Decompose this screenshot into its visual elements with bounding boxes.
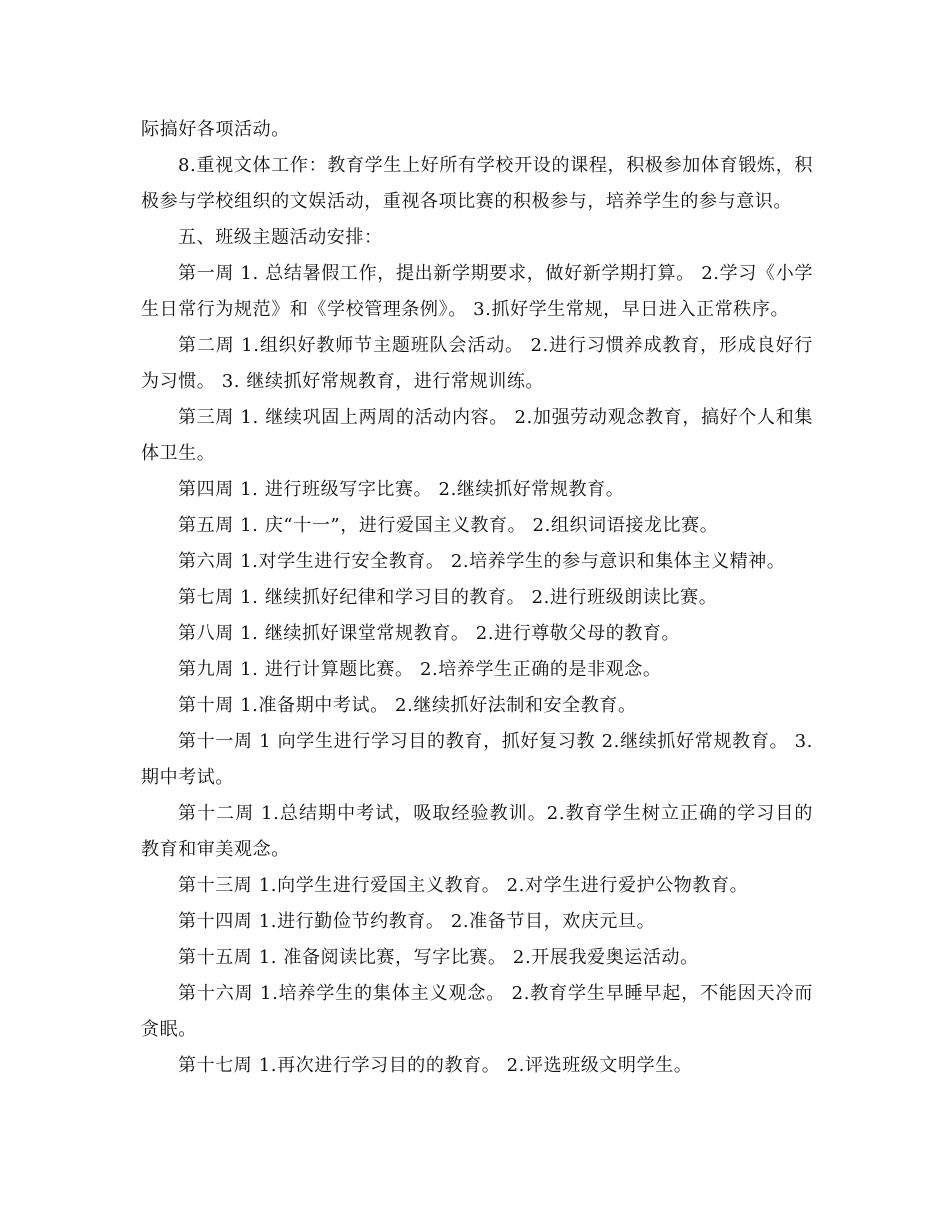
week-11: 第十一周 1 向学生进行学习目的教育，抓好复习教 2.继续抓好常规教育。 3.期中考试。 xyxy=(141,731,813,788)
week-9: 第九周 1. 进行计算题比赛。 2.培养学生正确的是非观念。 xyxy=(178,659,662,680)
section-heading: 五、班级主题活动安排： xyxy=(178,227,383,248)
week-3: 第三周 1. 继续巩固上两周的活动内容。 2.加强劳动观念教育，搞好个人和集体卫生。 xyxy=(141,407,813,464)
week-7: 第七周 1. 继续抓好纪律和学习目的教育。 2.进行班级朗读比赛。 xyxy=(178,587,718,608)
week-5: 第五周 1. 庆“十一”，进行爱国主义教育。 2.组织词语接龙比赛。 xyxy=(178,515,719,536)
week-4: 第四周 1. 进行班级写字比赛。 2.继续抓好常规教育。 xyxy=(178,479,625,500)
document-body xyxy=(141,112,813,1084)
week-14: 第十四周 1.进行勤俭节约教育。 2.准备节目，欢庆元旦。 xyxy=(178,911,656,932)
week-17: 第十七周 1.再次进行学习目的的教育。 2.评选班级文明学生。 xyxy=(178,1055,693,1076)
week-8: 第八周 1. 继续抓好课堂常规教育。 2.进行尊敬父母的教育。 xyxy=(178,623,681,644)
paragraph-continuation: 际搞好各项活动。 xyxy=(141,119,290,140)
week-16: 第十六周 1.培养学生的集体主义观念。 2.教育学生早睡早起，不能因天冷而贪眠。 xyxy=(141,983,813,1040)
paragraph-item-8: 8.重视文体工作：教育学生上好所有学校开设的课程，积极参加体育锻炼，积极参与学校组织的文娱活动，重视各项比赛的积极参与，培养学生的参与意识。 xyxy=(141,155,813,212)
week-2: 第二周 1.组织好教师节主题班队会活动。 2.进行习惯养成教育，形成良好行为习惯。 3. 继续抓好常规教育，进行常规训练。 xyxy=(141,335,813,392)
week-15: 第十五周 1. 准备阅读比赛，写字比赛。 2.开展我爱奥运活动。 xyxy=(178,947,699,968)
week-6: 第六周 1.对学生进行安全教育。 2.培养学生的参与意识和集体主义精神。 xyxy=(178,551,786,572)
week-1: 第一周 1. 总结暑假工作，提出新学期要求，做好新学期打算。 2.学习《小学生日常行为规范》和《学校管理条例》。 3.抓好学生常规，早日进入正常秩序。 xyxy=(141,263,813,320)
week-13: 第十三周 1.向学生进行爱国主义教育。 2.对学生进行爱护公物教育。 xyxy=(178,875,749,896)
week-12: 第十二周 1.总结期中考试，吸取经验教训。2.教育学生树立正确的学习目的教育和审美观念。 xyxy=(141,803,813,860)
week-10: 第十周 1.准备期中考试。 2.继续抓好法制和安全教育。 xyxy=(178,695,637,716)
